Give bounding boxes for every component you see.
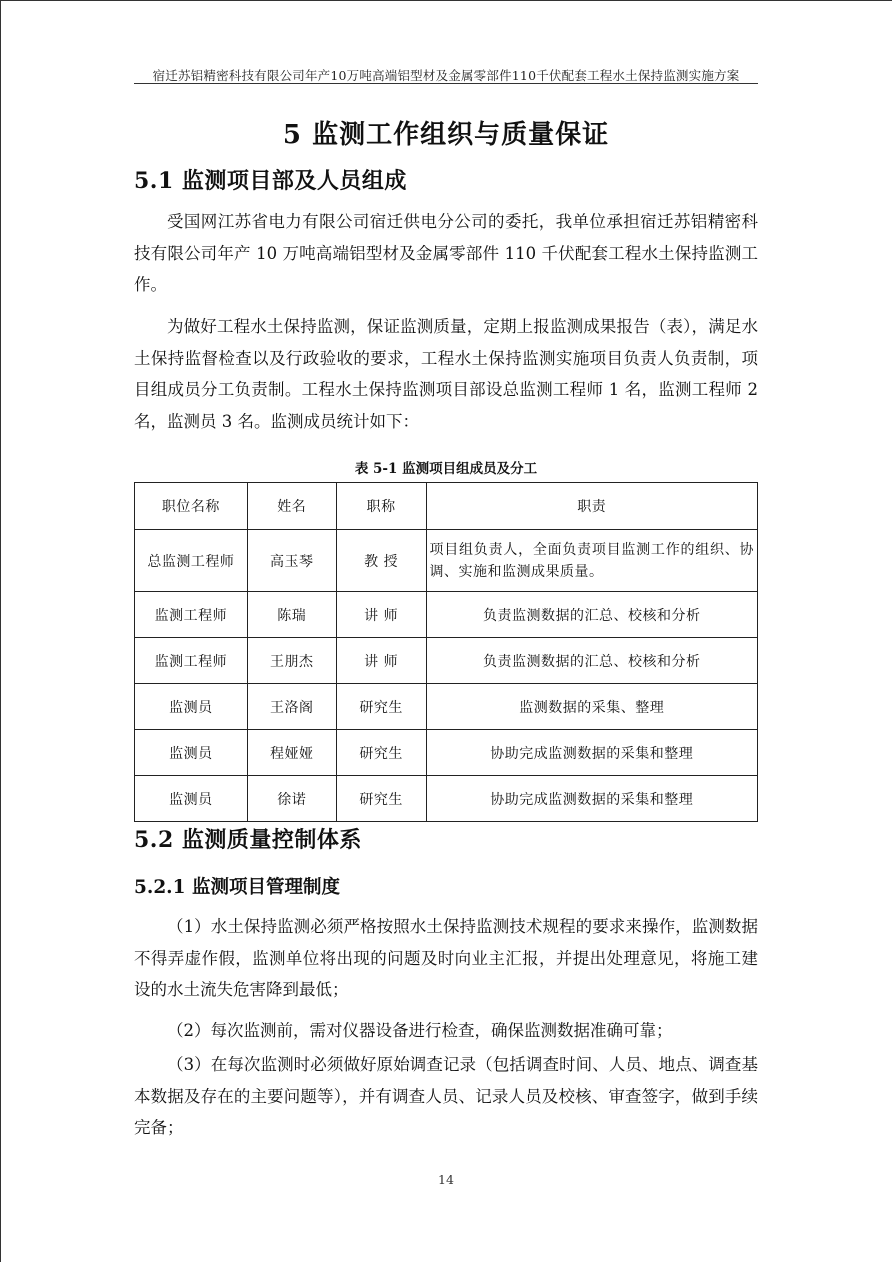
rule-item-3: （3）在每次监测时必须做好原始调查记录（包括调查时间、人员、地点、调查基本数据及存在的主要问题等），并有调查人员、记录人员及校核、审查签字，做到手续完备；	[134, 1055, 758, 1137]
table-row	[135, 530, 758, 592]
cell-title: 研究生	[336, 730, 426, 776]
column-header-position: 职位名称	[135, 483, 248, 530]
table-row	[135, 592, 758, 638]
cell-title: 讲 师	[336, 638, 426, 684]
table-header-row	[135, 483, 758, 530]
cell-title: 研究生	[336, 776, 426, 822]
section-5-1-paragraph-1: 受国网江苏省电力有限公司宿迁供电分公司的委托，我单位承担宿迁苏铝精密科技有限公司年产 10 万吨高端铝型材及金属零部件 110 千伏配套工程水土保持监测工作。	[134, 212, 758, 294]
page-number: 14	[438, 1172, 454, 1187]
cell-position: 总监测工程师	[135, 530, 248, 592]
header-rule	[134, 83, 758, 84]
cell-title: 讲 师	[336, 592, 426, 638]
cell-duty: 协助完成监测数据的采集和整理	[426, 776, 757, 822]
column-header-name: 姓名	[247, 483, 336, 530]
section-5-1-paragraph-2: 为做好工程水土保持监测，保证监测质量，定期上报监测成果报告（表），满足水土保持监督检查以及行政验收的要求，工程水土保持监测实施项目负责人负责制，项目组成员分工负责制。工程水土保持监测项目部设总监测工程师 1 名，监测工程师 2 名，监测员 3 名。监测成员统计如下：	[134, 317, 758, 431]
section-5-2-heading: 5.2 监测质量控制体系	[134, 827, 362, 853]
cell-duty: 监测数据的采集、整理	[426, 684, 757, 730]
cell-name: 高玉琴	[247, 530, 336, 592]
cell-duty: 负责监测数据的汇总、校核和分析	[426, 592, 757, 638]
table-caption: 表 5-1 监测项目组成员及分工	[354, 461, 538, 477]
table-row	[135, 730, 758, 776]
cell-position: 监测工程师	[135, 592, 248, 638]
page-border-top	[0, 0, 892, 1]
cell-name: 程娅娅	[247, 730, 336, 776]
cell-title: 研究生	[336, 684, 426, 730]
cell-name: 徐诺	[247, 776, 336, 822]
cell-name: 陈瑞	[247, 592, 336, 638]
cell-position: 监测工程师	[135, 638, 248, 684]
cell-position: 监测员	[135, 776, 248, 822]
page-border-left	[0, 0, 1, 1262]
section-5-1-heading: 5.1 监测项目部及人员组成	[134, 168, 407, 194]
cell-duty: 项目组负责人，全面负责项目监测工作的组织、协调、实施和监测成果质量。	[426, 530, 757, 592]
cell-duty: 负责监测数据的汇总、校核和分析	[426, 638, 757, 684]
running-header: 宿迁苏铝精密科技有限公司年产10万吨高端铝型材及金属零部件110千伏配套工程水土保持监测实施方案	[152, 68, 740, 83]
cell-position: 监测员	[135, 684, 248, 730]
column-header-duty: 职责	[426, 483, 757, 530]
table-row	[135, 638, 758, 684]
table-row	[135, 776, 758, 822]
chapter-title: 5 监测工作组织与质量保证	[282, 120, 610, 150]
table-row	[135, 684, 758, 730]
cell-position: 监测员	[135, 730, 248, 776]
cell-title: 教 授	[336, 530, 426, 592]
cell-duty: 协助完成监测数据的采集和整理	[426, 730, 757, 776]
column-header-title: 职称	[336, 483, 426, 530]
staff-table	[134, 482, 758, 822]
cell-name: 王洛阁	[247, 684, 336, 730]
rule-item-1: （1）水土保持监测必须严格按照水土保持监测技术规程的要求来操作，监测数据不得弄虚作假，监测单位将出现的问题及时向业主汇报，并提出处理意见，将施工建设的水土流失危害降到最低；	[134, 917, 758, 999]
section-5-2-1-heading: 5.2.1 监测项目管理制度	[134, 877, 340, 898]
rule-item-2: （2）每次监测前，需对仪器设备进行检查，确保监测数据准确可靠；	[167, 1021, 673, 1040]
cell-name: 王朋杰	[247, 638, 336, 684]
